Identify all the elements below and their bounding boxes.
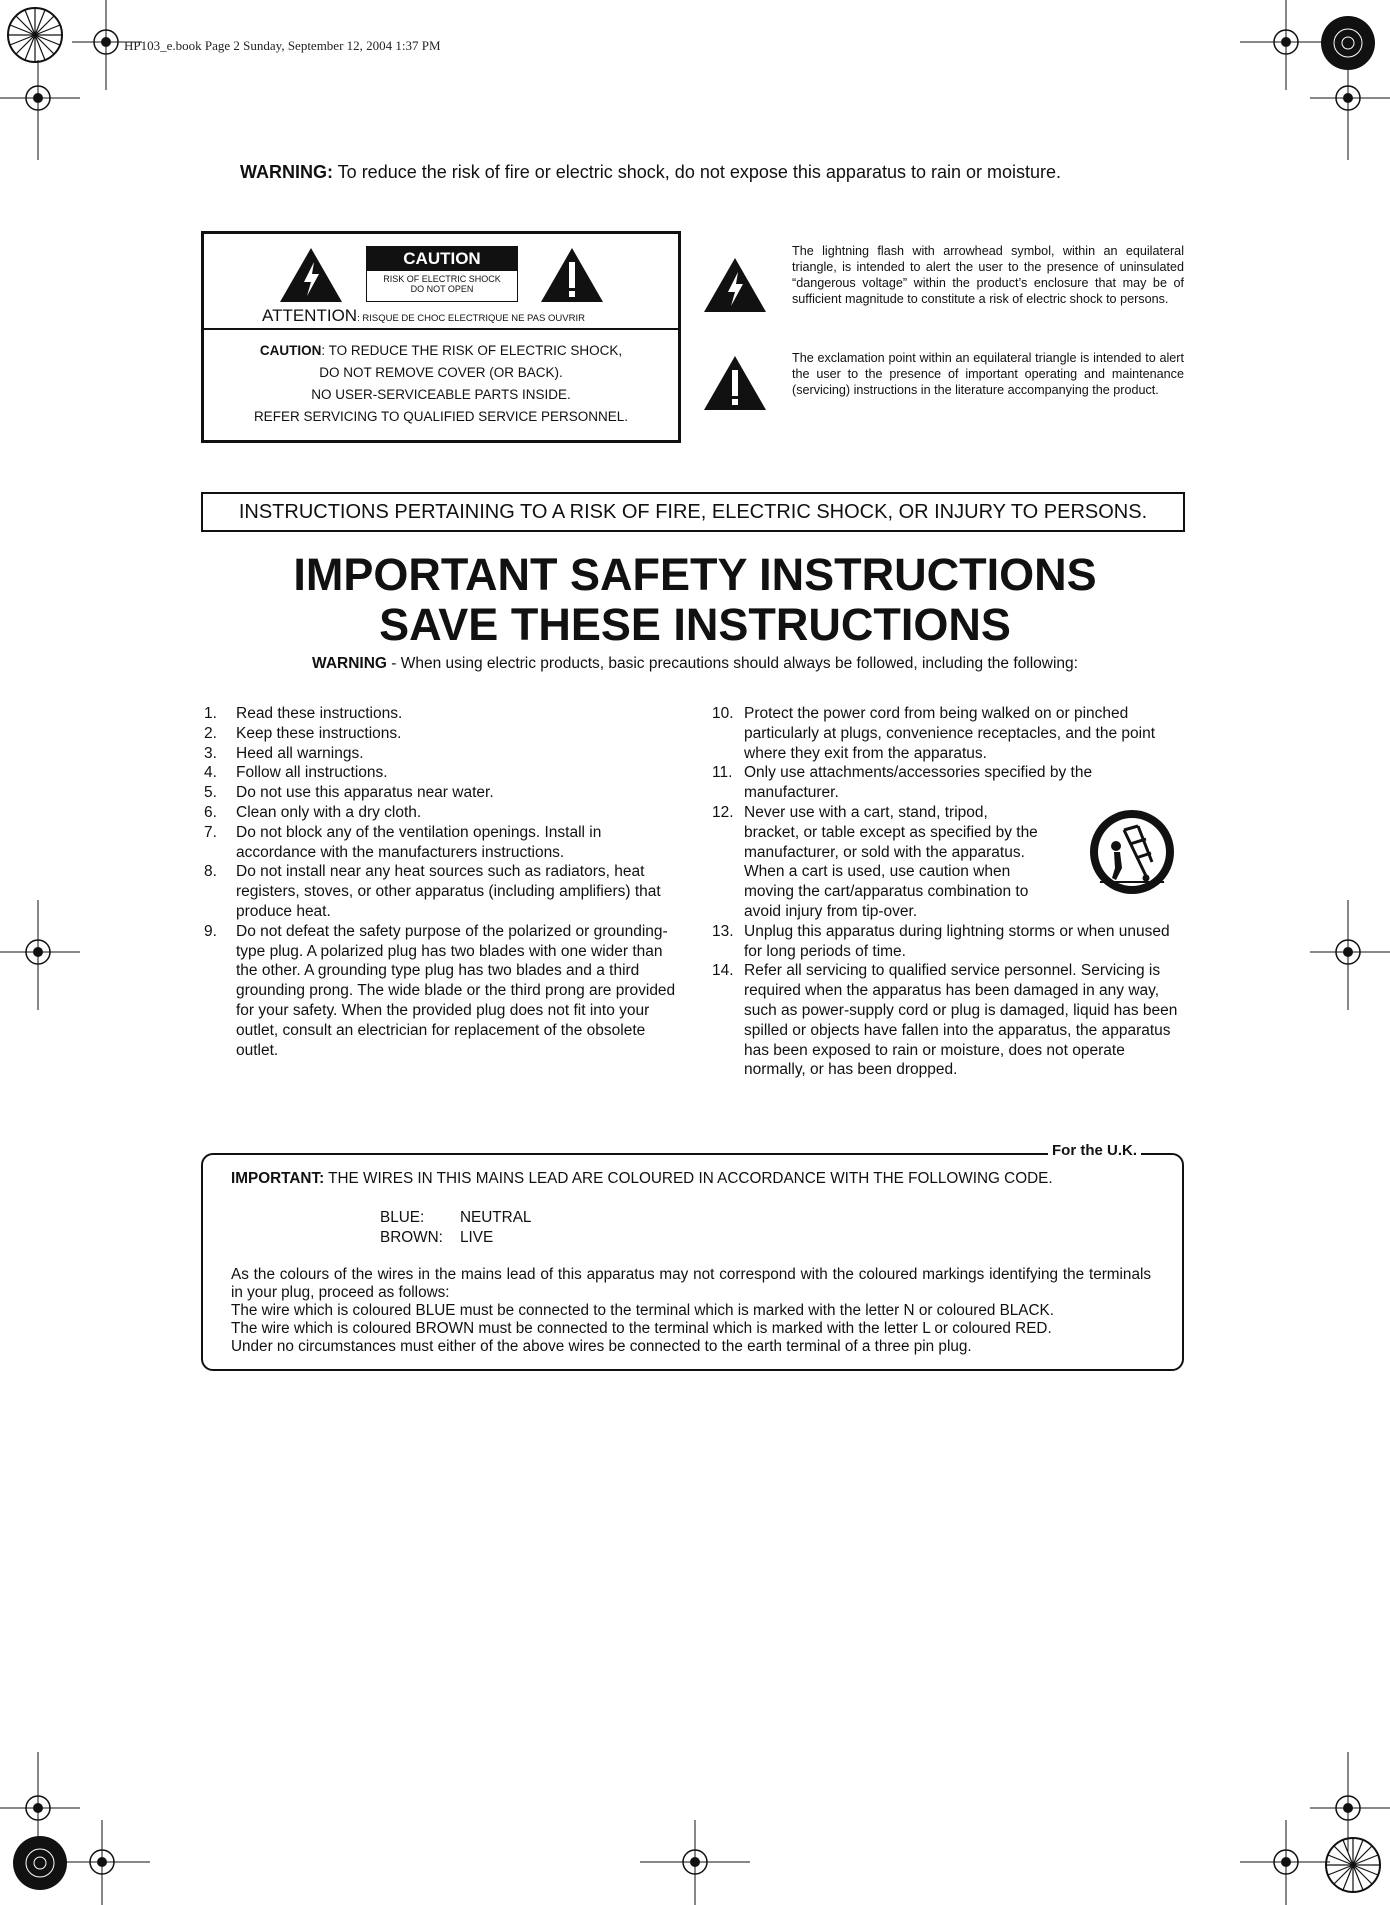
item-number: 10.	[712, 705, 734, 722]
list-item	[204, 823, 676, 863]
item-text: Do not use this apparatus near water.	[236, 784, 494, 802]
item-text: Clean only with a dry cloth.	[236, 803, 422, 821]
page-title: IMPORTANT SAFETY INSTRUCTIONS	[293, 549, 1097, 600]
crosshair-mark	[1310, 60, 1390, 160]
uk-paragraph-line: Under no circumstances must either of the above wires be connected to the earth terminal of a three pin plug.	[231, 1338, 972, 1355]
uk-label: For the U.K.	[1048, 1142, 1141, 1159]
list-item	[204, 922, 676, 1061]
print-header: HP103_e.book Page 2 Sunday, September 12, 2004 1:37 PM	[124, 38, 441, 53]
wire-meaning: NEUTRAL	[460, 1209, 532, 1226]
list-item	[712, 961, 1182, 1080]
item-number: 6.	[204, 803, 217, 821]
item-number: 12.	[712, 803, 734, 821]
item-number: 1.	[204, 705, 217, 722]
wire-color: BLUE:	[380, 1209, 425, 1226]
exclamation-symbol-description: The exclamation point within an equilateral triangle is intended to alert the user to the presence of important operating and maintenance (servicing) instructions in the literature accompanying the product.	[792, 351, 1184, 397]
item-text: Never use with a cart, stand, tripod, bracket, or table except as specified by the manufacturer, or sold with the apparatus. When a cart is used, use caution when moving the cart/apparatus combination to avoid injury from tip-over.	[744, 803, 1038, 920]
list-item	[204, 783, 676, 803]
item-number: 13.	[712, 922, 734, 940]
caution-subtitle-1: RISK OF ELECTRIC SHOCK	[383, 274, 501, 284]
item-text: Do not defeat the safety purpose of the polarized or grounding-type plug. A polarized plug has two blades with one wider than the other. A grounding type plug has two blades and a third grounding prong. The wide blade or the third prong are provided for your safety. When the provided plug does not fit into your outlet, consult an electrician for replacement of the obsolete outlet.	[236, 922, 676, 1059]
item-text: Only use attachments/accessories specified by the manufacturer.	[744, 764, 1093, 802]
instructions-list-left	[204, 704, 676, 1060]
list-item	[204, 763, 676, 783]
item-text: Unplug this apparatus during lightning storms or when unused for long periods of time.	[744, 922, 1170, 960]
page-subtitle: SAVE THESE INSTRUCTIONS	[379, 599, 1011, 650]
caution-label-box	[366, 246, 518, 302]
caution-line	[204, 340, 678, 362]
caution-label: CAUTION	[259, 343, 322, 358]
safety-warning	[150, 655, 1240, 673]
list-item	[712, 922, 1182, 962]
registration-mark-bottom-right	[1318, 1830, 1388, 1900]
uk-paragraph-line: As the colours of the wires in the mains lead of this apparatus may not correspond with the coloured markings identifying the terminals in your plug, proceed as follows:	[231, 1266, 1151, 1301]
lightning-triangle-icon	[702, 256, 768, 314]
top-warning	[240, 162, 1061, 183]
crosshair-mark	[0, 60, 80, 160]
cart-tip-over-warning-icon	[1086, 806, 1178, 898]
list-item	[204, 744, 676, 764]
wire-code-row	[380, 1228, 531, 1248]
crosshair-mark	[1310, 900, 1390, 1010]
uk-important-line	[231, 1170, 1151, 1188]
item-text: Follow all instructions.	[236, 764, 388, 782]
uk-important-label: IMPORTANT:	[231, 1170, 325, 1187]
uk-instructions	[231, 1266, 1151, 1356]
wire-code-row	[380, 1208, 531, 1228]
list-item	[204, 803, 676, 823]
item-number: 5.	[204, 784, 217, 802]
exclamation-triangle-icon	[539, 246, 605, 304]
attention-word: ATTENTION	[262, 306, 358, 325]
caution-line-text: : TO REDUCE THE RISK OF ELECTRIC SHOCK,	[321, 343, 623, 358]
item-text: Heed all warnings.	[236, 744, 364, 762]
attention-line	[262, 306, 585, 326]
item-number: 3.	[204, 744, 217, 762]
item-text: Do not install near any heat sources such as radiators, heat registers, stoves, or other apparatus (including amplifiers) that produce heat.	[236, 863, 661, 920]
item-number: 7.	[204, 823, 217, 841]
lightning-triangle-icon	[278, 246, 344, 304]
item-number: 9.	[204, 922, 217, 940]
safety-warning-text: - When using electric products, basic precautions should always be followed, including the following:	[386, 655, 1078, 672]
caution-box	[201, 231, 681, 443]
caution-line: NO USER-SERVICEABLE PARTS INSIDE.	[311, 387, 571, 402]
item-number: 8.	[204, 863, 217, 881]
item-number: 11.	[712, 764, 733, 782]
item-text: Read these instructions.	[236, 705, 403, 722]
top-warning-text: To reduce the risk of fire or electric shock, do not expose this apparatus to rain or moisture.	[333, 162, 1062, 182]
caution-title: CAUTION	[367, 247, 517, 271]
item-number: 2.	[204, 724, 217, 742]
crosshair-mark	[1240, 1820, 1330, 1905]
item-text: Keep these instructions.	[236, 724, 402, 742]
caution-line: REFER SERVICING TO QUALIFIED SERVICE PERSONNEL.	[253, 409, 629, 424]
item-number: 14.	[712, 962, 734, 980]
list-item	[712, 763, 1182, 803]
uk-important-text: THE WIRES IN THIS MAINS LEAD ARE COLOURED IN ACCORDANCE WITH THE FOLLOWING CODE.	[324, 1170, 1053, 1187]
wire-color-code-table	[380, 1208, 531, 1248]
safety-warning-label: WARNING	[312, 655, 387, 672]
crosshair-mark	[0, 900, 80, 1010]
instructions-banner: INSTRUCTIONS PERTAINING TO A RISK OF FIRE, ELECTRIC SHOCK, OR INJURY TO PERSONS.	[201, 492, 1185, 532]
item-text: Refer all servicing to qualified service personnel. Servicing is required when the apparatus has been damaged in any way, such as power-supply cord or plug is damaged, liquid has been spilled or objects have fallen into the apparatus, the apparatus has been exposed to rain or moisture, does not operate normally, or has been dropped.	[744, 962, 1178, 1079]
exclamation-triangle-icon	[702, 354, 768, 412]
uk-paragraph-line: The wire which is coloured BLUE must be connected to the terminal which is marked with the letter N or coloured BLACK.	[231, 1302, 1055, 1319]
caution-box-header	[204, 234, 678, 330]
list-item	[204, 704, 676, 724]
list-item	[204, 862, 676, 921]
list-item	[712, 704, 1182, 763]
item-text: Do not block any of the ventilation openings. Install in accordance with the manufacturers instructions.	[236, 823, 602, 861]
item-text: Protect the power cord from being walked on or pinched particularly at plugs, convenience receptacles, and the point where they exit from the apparatus.	[744, 705, 1155, 762]
caution-subtitle-2: DO NOT OPEN	[410, 284, 474, 294]
wire-meaning: LIVE	[460, 1229, 494, 1246]
uk-paragraph-line: The wire which is coloured BROWN must be connected to the terminal which is marked with the letter L or coloured RED.	[231, 1320, 1052, 1337]
caution-box-body	[204, 330, 678, 428]
crosshair-mark	[640, 1820, 750, 1905]
item-number: 4.	[204, 764, 217, 782]
attention-text: : RISQUE DE CHOC ELECTRIQUE NE PAS OUVRIR	[357, 313, 585, 324]
wire-color: BROWN:	[380, 1229, 443, 1246]
lightning-symbol-description: The lightning flash with arrowhead symbol, within an equilateral triangle, is intended to alert the user to the presence of uninsulated “dangerous voltage” within the product’s enclosure that may be of sufficient magnitude to constitute a risk of electric shock to persons.	[792, 244, 1184, 306]
caution-line: DO NOT REMOVE COVER (OR BACK).	[319, 365, 563, 380]
top-warning-label: WARNING:	[240, 162, 333, 182]
list-item	[204, 724, 676, 744]
crosshair-mark	[60, 1820, 150, 1905]
